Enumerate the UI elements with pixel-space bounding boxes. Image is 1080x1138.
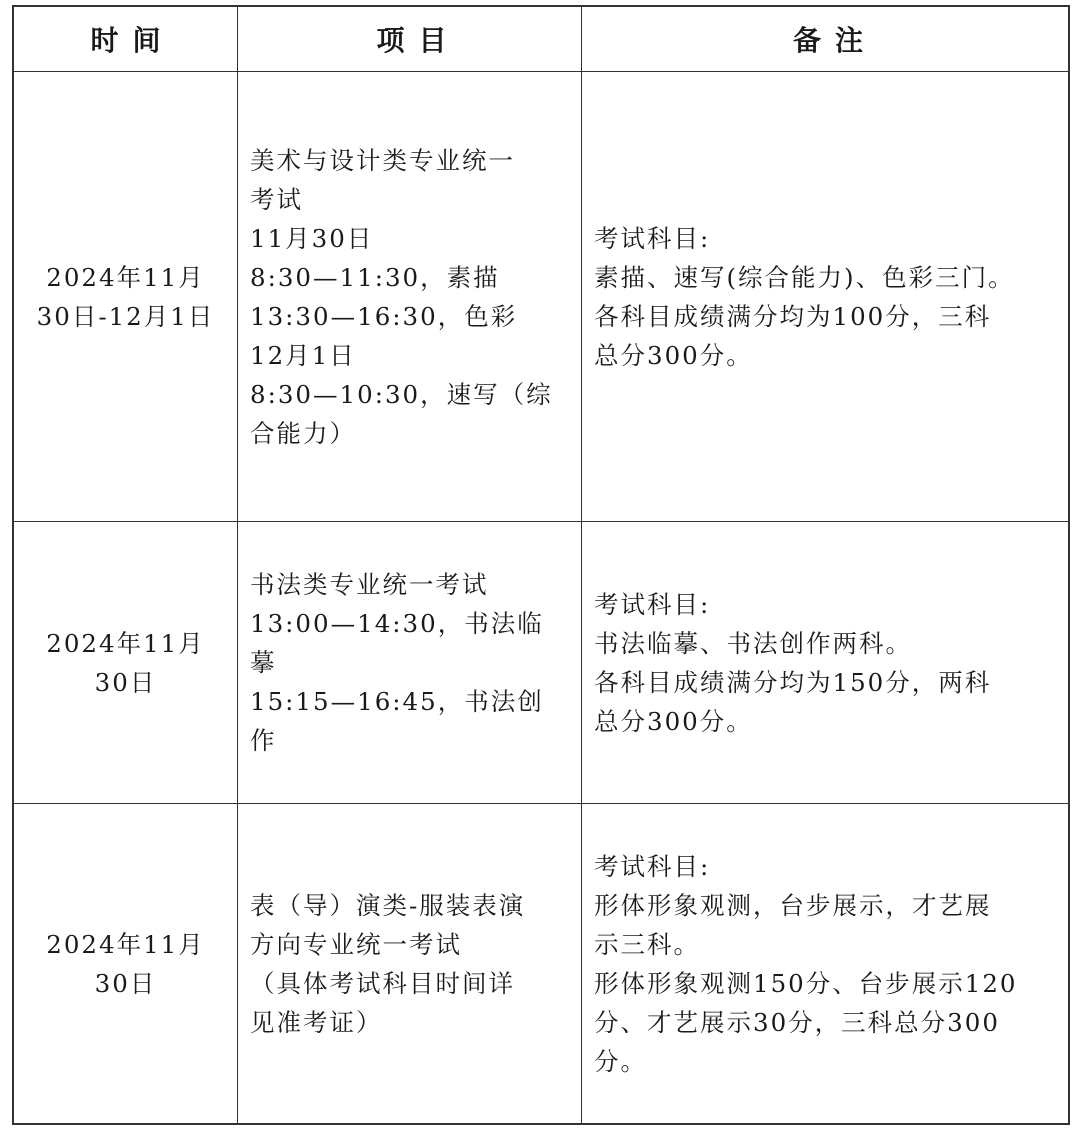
table-row [14, 521, 1068, 803]
item-cell [237, 522, 581, 803]
item-cell [237, 804, 581, 1123]
table-row [14, 803, 1068, 1123]
time-cell [14, 522, 237, 803]
time-text: 2024年11月 30日-12月1日 [36, 262, 215, 331]
header-time: 时间 [90, 24, 175, 57]
header-item: 项目 [237, 7, 581, 71]
note-cell [581, 804, 1068, 1123]
item-text: 书法类专业统一考试 13:00—14:30，书法临 摹 15:15—16:45，书法创 作 [250, 570, 544, 755]
note-cell [581, 522, 1068, 803]
item-text: 美术与设计类专业统一 考试 11月30日 8:30—11:30，素描 13:30—16:30，色彩 12月1日 8:30—10:30，速写（综 合能力） [250, 145, 553, 448]
note-text: 考试科目: 形体形象观测，台步展示，才艺展 示三科。 形体形象观测150分、台步展示120 分、才艺展示30分，三科总分300 分。 [594, 851, 1018, 1076]
header-note: 备注 [581, 7, 1068, 71]
item-cell [237, 72, 581, 521]
time-cell [14, 72, 237, 521]
time-text: 2024年11月 30日 [46, 929, 205, 998]
table-row [14, 71, 1068, 521]
item-text: 表（导）演类-服装表演 方向专业统一考试 （具体考试科目时间详 见准考证） [250, 890, 526, 1037]
exam-schedule-table [12, 5, 1070, 1125]
note-text: 考试科目: 素描、速写(综合能力)、色彩三门。 各科目成绩满分均为100分，三科 总分300分。 [594, 223, 1015, 370]
time-text: 2024年11月 30日 [46, 628, 205, 697]
time-cell [14, 804, 237, 1123]
table-header-row [14, 7, 1068, 71]
note-cell [581, 72, 1068, 521]
note-text: 考试科目: 书法临摹、书法创作两科。 各科目成绩满分均为150分，两科 总分300分。 [594, 589, 992, 736]
